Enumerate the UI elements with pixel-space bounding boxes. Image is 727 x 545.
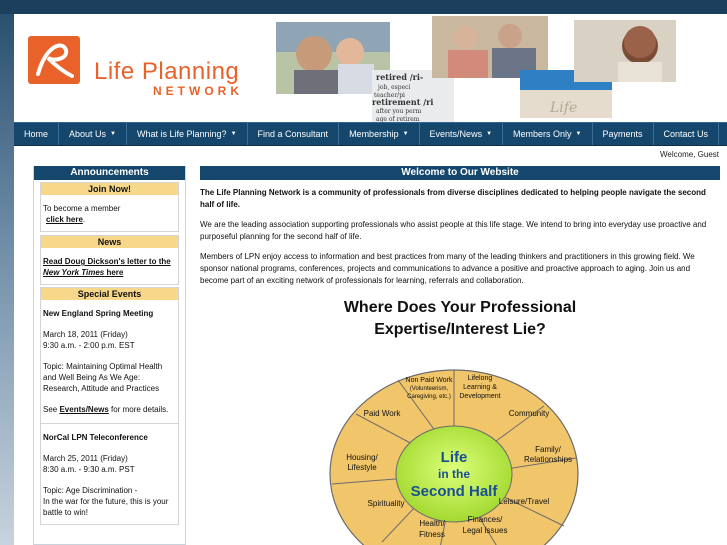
seg-family-2: Relationships: [523, 455, 573, 464]
main-nav: [14, 122, 727, 146]
news-link-part2: here: [104, 268, 124, 277]
chevron-down-icon: ▼: [486, 131, 493, 137]
events-heading: Special Events: [41, 288, 178, 300]
photo-woman: [574, 20, 676, 82]
members-paragraph: Members of LPN enjoy access to information and best practices from many of the leading thinkers and practitioners in this growing field. We sponsor national programs, conferences, projects and communications to advance a positive and proactive approach to aging. Join us and become part of an exciting network of professionals for learning, referrals and collaboration.: [200, 252, 695, 285]
chevron-down-icon: ▼: [575, 131, 582, 137]
seg-non-paid-1: Non Paid Work: [405, 377, 453, 384]
chevron-down-icon: ▼: [110, 131, 116, 137]
nav-about-us-label: About Us: [69, 129, 107, 139]
seg-housing-1: Housing/: [346, 453, 378, 462]
event1-title: New England Spring Meeting: [43, 309, 154, 318]
photo-word-6: age of retirem: [376, 116, 420, 122]
join-body: [41, 195, 178, 231]
graphic-title: [200, 297, 720, 341]
center-life: Life: [440, 449, 468, 466]
nav-home-label: Home: [24, 129, 49, 139]
nav-events-news-label: Events/News: [429, 129, 483, 139]
seg-lifelong-2: Learning &: [463, 384, 497, 391]
seg-finances-1: Finances/: [467, 515, 503, 524]
news-box: [40, 235, 179, 285]
logo-subtitle: NETWORK: [153, 84, 243, 98]
center-in-the: in the: [438, 467, 470, 481]
nav-payments-label: Payments: [602, 129, 643, 139]
top-strip: [0, 0, 727, 14]
nav-find-a-consultant-label: Find a Consultant: [257, 129, 329, 139]
event1-date: March 18, 2011 (Friday): [43, 330, 128, 339]
seg-paid-work: Paid Work: [363, 409, 401, 418]
life-wheel-graphic: [328, 366, 580, 545]
nav-members-only-label: Members Only: [513, 129, 572, 139]
nav-contact-us-label: Contact Us: [663, 129, 709, 139]
join-after: .: [82, 215, 86, 224]
nav-what-is-life-planning-label: What is Life Planning?: [137, 129, 227, 139]
seg-lifelong-3: Development: [459, 393, 501, 400]
photo-word-1: retired /ri-: [376, 72, 424, 82]
nav-find-a-consultant[interactable]: [248, 123, 340, 145]
event2-title: NorCal LPN Teleconference: [43, 433, 148, 442]
events-body: [41, 300, 178, 524]
nav-what-is-life-planning[interactable]: [127, 123, 248, 145]
seg-health-1: Health/: [419, 519, 445, 528]
news-letter-link[interactable]: [43, 256, 176, 278]
header: [14, 14, 727, 122]
intro-paragraph: The Life Planning Network is a community of professionals from diverse disciplines dedicated to helping people navigate the second half of life.: [200, 188, 706, 209]
news-link-italic: New York Times: [43, 268, 105, 277]
seg-lifelong-1: Lifelong: [467, 375, 493, 382]
graphic-title-line1: Where Does Your Professional: [343, 299, 577, 316]
join-text: To become a member: [43, 204, 121, 213]
photo-word-5: after you perm: [376, 108, 422, 115]
logo-title[interactable]: Life Planning: [94, 58, 240, 85]
events-news-link[interactable]: Events/News: [59, 405, 109, 414]
see-suffix: for more details.: [108, 405, 169, 414]
graphic-title-line2: Expertise/Interest Lie?: [374, 321, 546, 338]
photo-word-2: job, especi: [378, 84, 411, 91]
seg-health-2: Fitness: [419, 530, 445, 539]
welcome-guest-text: Welcome, Guest: [660, 150, 719, 159]
seg-non-paid-2: (Volunteerism,: [409, 386, 449, 392]
photo-word-3: teacher/pi: [374, 92, 405, 99]
association-paragraph: We are the leading association supporting professionals who assist people at this life stage. We intend to bring into everyday use proactive and purposeful planning for the second half of life.: [200, 220, 707, 241]
nav-contact-us[interactable]: [654, 123, 720, 145]
nav-home[interactable]: [14, 123, 59, 145]
join-box: [40, 182, 179, 232]
nav-events-news[interactable]: [420, 123, 503, 145]
seg-housing-2: Lifestyle: [347, 463, 377, 472]
left-strip: [0, 14, 14, 545]
chevron-down-icon: ▼: [230, 131, 237, 137]
logo-icon[interactable]: [28, 36, 80, 84]
seg-family-1: Family/: [535, 445, 561, 454]
nav-about-us[interactable]: [59, 123, 127, 145]
seg-community: Community: [508, 409, 550, 418]
announcements-sidebar: [33, 166, 186, 545]
nav-membership[interactable]: [339, 123, 419, 145]
event2-text: In the war for the future, this is your battle to win!: [43, 497, 169, 517]
event1-see: [43, 404, 176, 415]
join-link[interactable]: click here: [46, 215, 83, 224]
seg-leisure: Leisure/Travel: [498, 497, 550, 506]
event2-date: March 25, 2011 (Friday): [43, 454, 128, 463]
seg-spirituality: Spirituality: [367, 499, 405, 508]
photo-word-7: Life: [550, 100, 578, 116]
event2-topic: Topic: Age Discrimination -: [43, 486, 138, 495]
center-second-half: Second Half: [410, 483, 498, 500]
events-box: [40, 287, 179, 525]
news-link-part1: Read Doug Dickson's letter to the: [43, 257, 171, 266]
photo-word-4: retirement /ri: [372, 97, 434, 107]
main-content: [200, 166, 720, 545]
nav-members-only[interactable]: [503, 123, 592, 145]
seg-finances-2: Legal Issues: [462, 526, 508, 535]
nav-membership-label: Membership: [349, 129, 399, 139]
see-prefix: See: [43, 405, 60, 414]
chevron-down-icon: ▼: [402, 131, 409, 137]
event1-topic: Topic: Maintaining Optimal Health and Well Being As We Age: Research, Attitude and Practices: [43, 362, 163, 393]
join-heading: Join Now!: [41, 183, 178, 195]
news-heading: News: [41, 236, 178, 248]
welcome-title: Welcome to Our Website: [200, 166, 720, 180]
nav-payments[interactable]: [593, 123, 654, 145]
event1-time: 9:30 a.m. - 2:00 p.m. EST: [43, 341, 135, 350]
news-body: [41, 248, 178, 284]
announcements-title: Announcements: [34, 166, 185, 180]
event2-time: 8:30 a.m. - 9:30 a.m. PST: [43, 465, 135, 474]
photo-couple: [432, 16, 548, 78]
seg-non-paid-3: Caregiving, etc.): [407, 394, 451, 400]
